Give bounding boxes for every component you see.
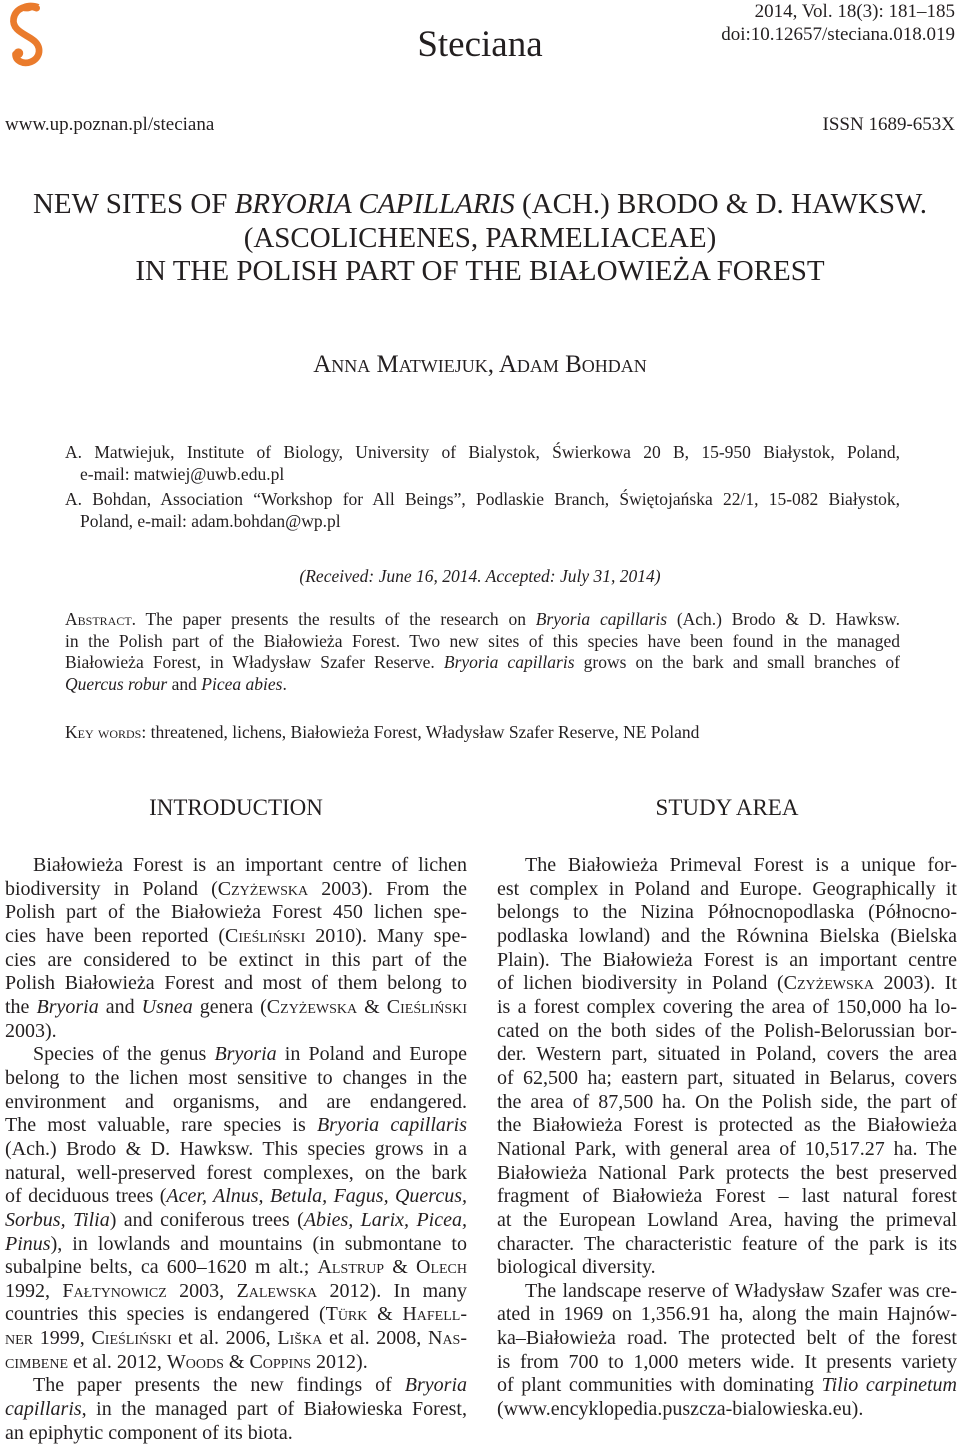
text-run: at the European Lowland Area, having the primeval bbox=[497, 1208, 957, 1231]
text-line bbox=[497, 878, 957, 902]
paragraph bbox=[5, 854, 467, 1043]
text-line bbox=[65, 441, 900, 463]
text-run: , in the managed part of Białowieska Forest, bbox=[81, 1398, 467, 1421]
text-run: ) and coniferous trees ( bbox=[109, 1208, 304, 1231]
text-run: (www.encyklopedia.puszcza-bialowieska.eu). bbox=[497, 1398, 864, 1421]
text-line bbox=[5, 1256, 467, 1280]
text-run: cies are considered to be extinct in this part of the bbox=[5, 948, 467, 971]
text-run: e-mail: matwiej@uwb.edu.pl bbox=[80, 464, 285, 484]
italic-run: Bryoria bbox=[214, 1043, 277, 1066]
text-run: (ASCOLICHENES, PARMELIACEAE) bbox=[243, 221, 717, 254]
text-line bbox=[5, 854, 467, 878]
text-line bbox=[5, 1303, 467, 1327]
italic-run: Bryoria capillaris bbox=[443, 652, 575, 673]
italic-run: capillaris bbox=[5, 1398, 82, 1421]
text-line bbox=[497, 949, 957, 973]
text-run: (ACH.) BRODO & D. HAWKSW. bbox=[514, 188, 927, 220]
text-line bbox=[5, 1020, 467, 1044]
paragraph bbox=[5, 1043, 467, 1374]
article-title bbox=[0, 188, 960, 289]
italic-run: Quercus robur bbox=[65, 674, 168, 695]
italic-run: BRYORIA CAPILLARIS bbox=[234, 188, 515, 220]
text-line bbox=[497, 972, 957, 996]
text-run: & bbox=[367, 1303, 403, 1326]
text-run: of deciduous trees ( bbox=[5, 1185, 167, 1208]
text-line bbox=[497, 1114, 957, 1138]
text-line bbox=[65, 721, 900, 743]
journal-info-line bbox=[5, 114, 955, 136]
text-line bbox=[497, 1091, 957, 1115]
italic-run: Pinus bbox=[5, 1232, 51, 1255]
text-run: est complex in Poland and Europe. Geographically it bbox=[497, 877, 957, 900]
text-line bbox=[497, 1162, 957, 1186]
text-line bbox=[497, 1020, 957, 1044]
text-run: ), in lowlands and mountains (in submontane to bbox=[50, 1232, 467, 1255]
small-caps-run: Cieśliński bbox=[91, 1327, 172, 1350]
affiliation bbox=[65, 441, 900, 485]
text-run: and bbox=[167, 674, 202, 695]
small-caps-run: Hafell- bbox=[402, 1303, 467, 1326]
text-run: ated in 1969 on 1,356.91 ha, along the main Hajnów- bbox=[497, 1303, 957, 1326]
text-line bbox=[497, 901, 957, 925]
text-line bbox=[497, 1209, 957, 1233]
text-run: (Ach.) Brodo & D. Hawksw. This species grows in a bbox=[5, 1137, 467, 1160]
text-line bbox=[497, 1303, 957, 1327]
text-line bbox=[65, 510, 900, 532]
text-line bbox=[65, 674, 900, 696]
paragraph bbox=[497, 1280, 957, 1422]
text-run: 1999, bbox=[33, 1327, 92, 1350]
small-caps-run: Türk bbox=[325, 1303, 368, 1326]
text-run: countries this species is endangered ( bbox=[5, 1303, 326, 1326]
small-caps-run: Czyżewska bbox=[217, 877, 309, 900]
text-line bbox=[497, 1067, 957, 1091]
text-run: belong to the lichen most sensitive to changes in the bbox=[5, 1066, 467, 1089]
text-run: IN THE POLISH PART OF THE BIAŁOWIEŻA FOREST bbox=[135, 255, 825, 287]
text-line bbox=[497, 996, 957, 1020]
text-line bbox=[5, 949, 467, 973]
authors: Anna Matwiejuk, Adam Bohdan bbox=[313, 351, 647, 378]
section-body-study-area bbox=[497, 854, 957, 1422]
italic-run: Bryoria capillaris bbox=[535, 609, 668, 629]
text-run: & bbox=[357, 995, 387, 1018]
text-run: (Ach.) Brodo & D. Hawksw. bbox=[667, 609, 900, 629]
small-caps-run: cimbene bbox=[5, 1350, 68, 1373]
keywords bbox=[65, 721, 900, 743]
text-line bbox=[5, 1327, 467, 1351]
text-line bbox=[5, 901, 467, 925]
text-line bbox=[497, 854, 957, 878]
text-line bbox=[497, 1327, 957, 1351]
text-run: the area of 87,500 ha. On the Polish side, the part of bbox=[497, 1090, 957, 1113]
citation-block bbox=[721, 0, 955, 46]
text-line bbox=[65, 488, 900, 510]
text-run: 2012). bbox=[311, 1350, 368, 1373]
small-caps-run: Cieśliński bbox=[225, 924, 306, 947]
text-run: Białowieża National Park protects the best preserved bbox=[497, 1161, 957, 1184]
text-run: biological diversity. bbox=[497, 1256, 656, 1279]
text-run: Poland, e-mail: adam.bohdan@wp.pl bbox=[80, 511, 341, 531]
text-line bbox=[65, 652, 900, 674]
text-line bbox=[5, 1114, 467, 1138]
text-line bbox=[497, 1280, 957, 1304]
text-run: the bbox=[5, 995, 37, 1018]
italic-run: Picea abies bbox=[201, 674, 283, 695]
italic-run: Abies, Larix, Picea, bbox=[303, 1208, 467, 1231]
small-caps-run: Alstrup bbox=[317, 1256, 385, 1279]
text-line bbox=[5, 878, 467, 902]
text-line bbox=[5, 1398, 467, 1422]
text-run: National Park, with general area of 10,517.27 ha. The bbox=[497, 1137, 957, 1160]
text-line bbox=[5, 972, 467, 996]
italic-run: Tilio carpinetum bbox=[821, 1374, 957, 1397]
text-run: 2003). From the bbox=[308, 877, 467, 900]
paragraph bbox=[5, 1374, 467, 1445]
small-caps-run: Zalewska bbox=[236, 1279, 318, 1302]
text-line bbox=[497, 1233, 957, 1257]
italic-run: Acer, Alnus, Betula, Fagus, Quercus, bbox=[166, 1185, 468, 1208]
abstract bbox=[65, 609, 900, 696]
text-line bbox=[497, 925, 957, 949]
text-run: cated on the both sides of the Polish-Belorussian bor- bbox=[497, 1019, 957, 1042]
italic-run: Sorbus, Tilia bbox=[5, 1208, 110, 1231]
text-line bbox=[5, 1351, 467, 1375]
text-run: and bbox=[98, 995, 142, 1018]
text-line bbox=[0, 222, 960, 256]
text-line bbox=[5, 1233, 467, 1257]
text-run: . bbox=[282, 674, 287, 695]
text-line bbox=[497, 1138, 957, 1162]
volume-pages: 2014, Vol. 18(3): 181–185 bbox=[754, 1, 955, 22]
text-run: 2010). Many spe- bbox=[305, 924, 467, 947]
small-caps-run: Czyżewska bbox=[783, 972, 874, 995]
text-line bbox=[65, 463, 900, 485]
text-run: et al. 2006, bbox=[171, 1327, 278, 1350]
text-line bbox=[5, 1162, 467, 1186]
text-run: 1992, bbox=[5, 1279, 63, 1302]
text-run: 2003, bbox=[166, 1279, 237, 1302]
text-line bbox=[65, 609, 900, 631]
text-line bbox=[497, 1256, 957, 1280]
text-run: in the Polish part of the Białowieża Forest. Two new sites of this species have been found in the managed bbox=[65, 630, 900, 651]
italic-run: Bryoria bbox=[404, 1374, 467, 1397]
paragraph bbox=[497, 854, 957, 1280]
text-line bbox=[5, 1138, 467, 1162]
journal-name: Steciana bbox=[417, 24, 543, 65]
italic-run: Usnea bbox=[141, 995, 193, 1018]
text-run: & bbox=[384, 1256, 416, 1279]
text-run: Species of the genus bbox=[33, 1043, 215, 1066]
small-caps-run: Woods bbox=[166, 1350, 224, 1373]
small-caps-run: Key words: bbox=[65, 722, 147, 742]
small-caps-run: Liška bbox=[277, 1327, 323, 1350]
text-run: Plain). The Białowieża Forest is an important centre bbox=[497, 948, 957, 971]
text-run: & bbox=[223, 1350, 250, 1373]
text-run: environment and organisms, and are endangered. bbox=[5, 1090, 467, 1113]
text-line bbox=[5, 1422, 467, 1446]
text-run: subalpine belts, ca 600–1620 m alt.; bbox=[5, 1256, 318, 1279]
received-accepted-dates: (Received: June 16, 2014. Accepted: July 31, 2014) bbox=[299, 566, 661, 586]
text-line bbox=[497, 1185, 957, 1209]
text-run: NEW SITES OF bbox=[32, 188, 235, 220]
text-run: character. The characteristic feature of the park is its bbox=[497, 1232, 957, 1255]
text-run: fragment of Białowieża Forest – last natural forest bbox=[497, 1185, 957, 1208]
text-run: 2012). In many bbox=[317, 1279, 467, 1302]
text-run: of 62,500 ha; eastern part, situated in Belarus, covers bbox=[497, 1066, 957, 1089]
text-run: Polish Białowieża Forest and most of them belong to bbox=[5, 972, 467, 995]
text-line bbox=[5, 1067, 467, 1091]
text-run: biodiversity in Poland ( bbox=[5, 877, 218, 900]
small-caps-run: Nas- bbox=[428, 1327, 467, 1350]
text-run: The paper presents the results of the research on bbox=[136, 609, 536, 629]
issn: ISSN 1689-653X bbox=[822, 114, 955, 135]
small-caps-run: Fałtynowicz bbox=[62, 1279, 167, 1302]
text-line bbox=[5, 1091, 467, 1115]
text-run: The paper presents the new findings of bbox=[33, 1374, 405, 1397]
text-line bbox=[497, 1374, 957, 1398]
section-body-introduction bbox=[5, 854, 467, 1445]
italic-run: Bryoria capillaris bbox=[316, 1114, 467, 1137]
section-heading-introduction: INTRODUCTION bbox=[149, 795, 323, 820]
text-line bbox=[0, 255, 960, 289]
text-run: the Białowieża Forest is protected as the Białowieża bbox=[497, 1114, 957, 1137]
text-run: of plant communities with dominating bbox=[497, 1374, 822, 1397]
text-line bbox=[5, 925, 467, 949]
text-run: ka–Białowieża road. The protected belt of the forest bbox=[497, 1327, 957, 1350]
small-caps-run: Abstract. bbox=[65, 609, 137, 629]
text-run: et al. 2012, bbox=[68, 1350, 167, 1373]
section-heading-study-area: STUDY AREA bbox=[655, 795, 799, 820]
text-line bbox=[0, 188, 960, 222]
small-caps-run: Coppins bbox=[249, 1350, 312, 1373]
text-run: cies have been reported ( bbox=[5, 924, 226, 947]
text-run: Białowieża Forest, in Władysław Szafer Reserve. bbox=[65, 652, 444, 673]
text-run: podlaska lowland) and the Równina Bielska (Bielska bbox=[497, 924, 957, 947]
text-run: is a forest complex covering the area of 150,000 ha lo- bbox=[497, 995, 957, 1018]
text-run: in Poland and Europe bbox=[276, 1043, 467, 1066]
text-line bbox=[497, 1398, 957, 1422]
text-run: threatened, lichens, Białowieża Forest, Władysław Szafer Reserve, NE Poland bbox=[146, 722, 700, 742]
text-line bbox=[497, 1043, 957, 1067]
text-run: 2003). It bbox=[873, 972, 957, 995]
text-line bbox=[5, 1280, 467, 1304]
text-run: The Białowieża Primeval Forest is a unique for- bbox=[525, 854, 957, 876]
text-run: grows on the bark and small branches of bbox=[574, 652, 900, 673]
small-caps-run: Olech bbox=[416, 1256, 467, 1279]
small-caps-run: Czyżewska bbox=[266, 995, 358, 1018]
text-run: an epiphytic component of its biota. bbox=[5, 1421, 293, 1444]
text-run: A. Bohdan, Association “Workshop for All Beings”, Podlaskie Branch, Świętojańska 22/1, 15-082 Białystok, bbox=[65, 489, 900, 509]
text-run: der. Western part, situated in Poland, covers the area bbox=[497, 1043, 957, 1066]
small-caps-run: Cieśliński bbox=[386, 995, 467, 1018]
affiliations bbox=[65, 441, 900, 532]
text-line bbox=[65, 631, 900, 653]
website-url[interactable]: www.up.poznan.pl/steciana bbox=[5, 114, 215, 135]
text-run: genera ( bbox=[192, 995, 267, 1018]
text-line bbox=[5, 996, 467, 1020]
text-run: Białowieża Forest is an important centre of lichen bbox=[33, 854, 467, 876]
text-line bbox=[497, 1351, 957, 1375]
text-line bbox=[5, 1374, 467, 1398]
text-run: 2003). bbox=[5, 1019, 57, 1042]
text-run: A. Matwiejuk, Institute of Biology, University of Bialystok, Świerkowa 20 B, 15-950 Białystok, Poland, bbox=[65, 442, 900, 462]
text-run: natural, well-preserved forest complexes, on the bark bbox=[5, 1161, 467, 1184]
italic-run: Bryoria bbox=[36, 995, 99, 1018]
affiliation bbox=[65, 488, 900, 532]
text-line bbox=[5, 1185, 467, 1209]
text-run: is from 700 to 1,000 meters wide. It presents variety bbox=[497, 1350, 957, 1373]
text-run: The landscape reserve of Władysław Szafer was cre- bbox=[525, 1279, 957, 1302]
doi[interactable]: doi:10.12657/steciana.018.019 bbox=[721, 24, 955, 45]
text-run: of lichen biodiversity in Poland ( bbox=[497, 972, 784, 995]
text-line bbox=[5, 1209, 467, 1233]
text-run: The most valuable, rare species is bbox=[5, 1114, 317, 1137]
text-run: et al. 2008, bbox=[322, 1327, 428, 1350]
text-run: belongs to the Nizina Północnopodlaska (Północno- bbox=[497, 901, 957, 924]
small-caps-run: ner bbox=[5, 1327, 33, 1350]
text-run: Polish part of the Białowieża Forest 450 lichen spe- bbox=[5, 901, 467, 924]
text-line bbox=[5, 1043, 467, 1067]
